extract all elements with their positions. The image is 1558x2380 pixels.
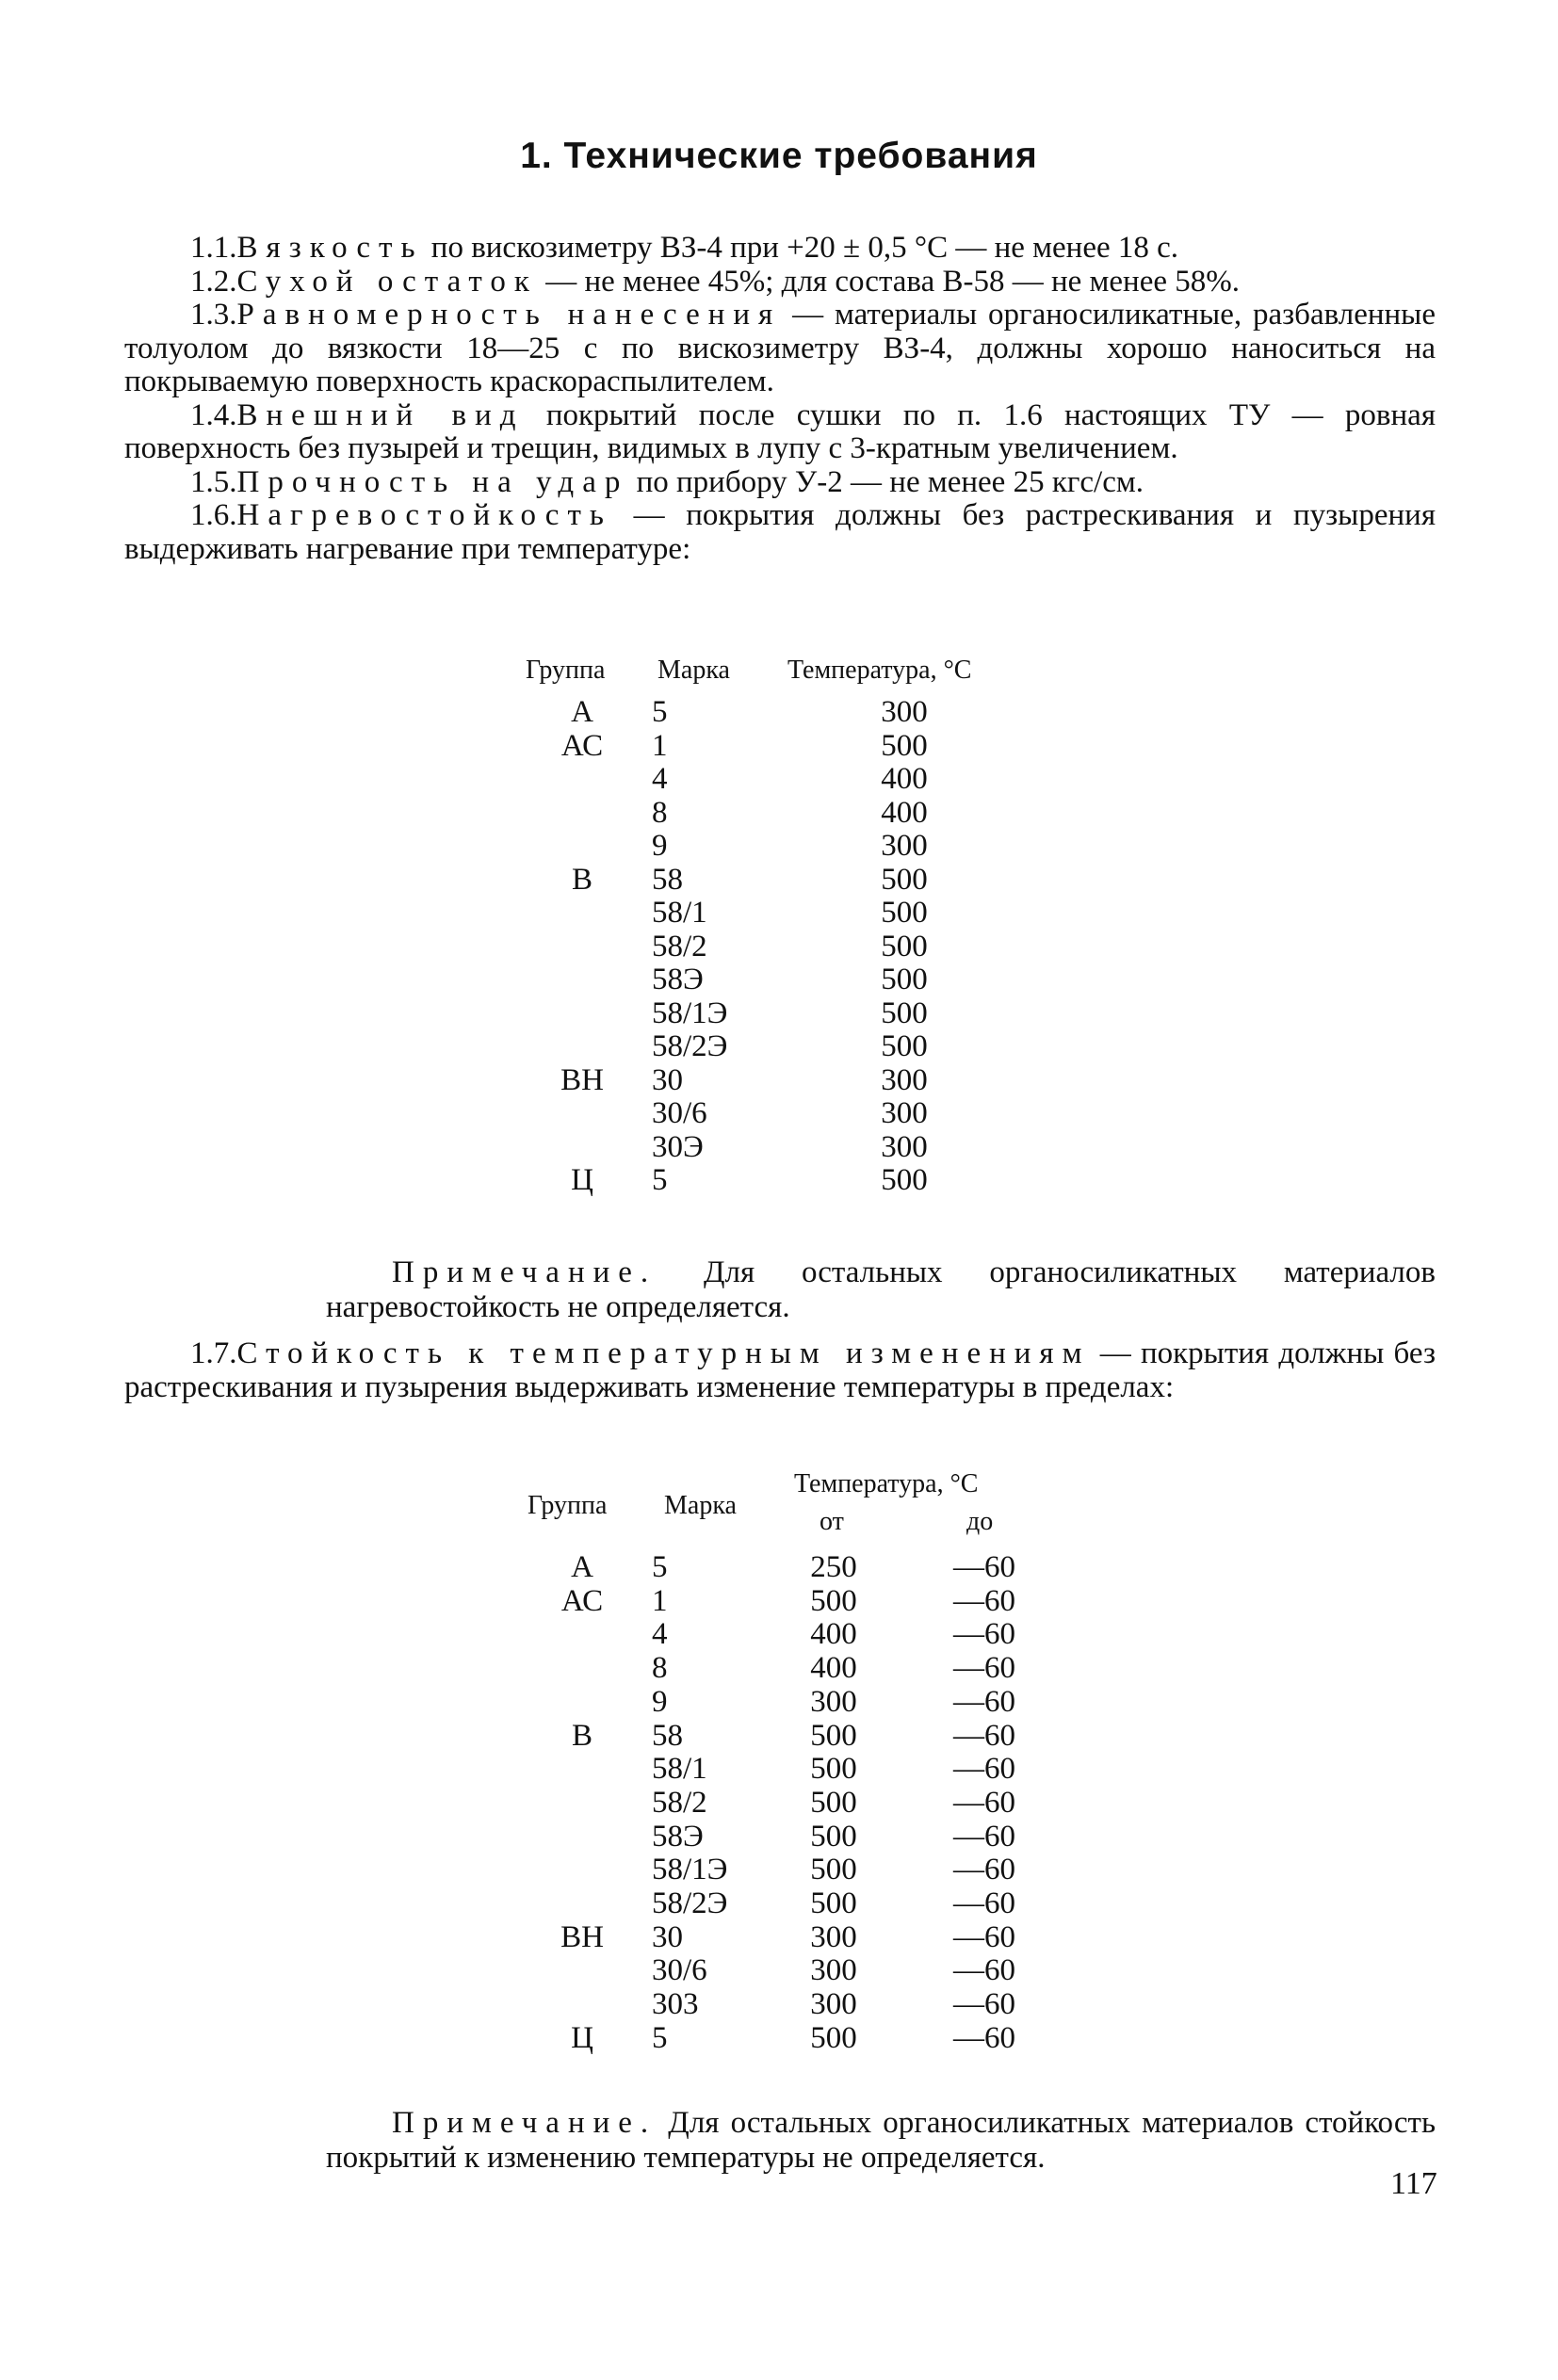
cell-temp-from: 500 — [810, 1583, 857, 1618]
cell-mark: 5 — [652, 1163, 668, 1197]
note-text: Для остальных органосиликатных материалов нагревостойкость не определяется. — [326, 1255, 1436, 1324]
cell-group: В — [571, 862, 592, 897]
cell-temp-to: —60 — [953, 1886, 1015, 1920]
table-header-group: Группа — [526, 656, 606, 685]
item-1-1 — [124, 232, 1436, 266]
item-1-2 — [124, 266, 1436, 300]
cell-mark: 4 — [652, 1617, 668, 1652]
item-term: Равномерность нанесения — [236, 298, 782, 332]
item-term: Нагревостойкость — [236, 498, 612, 532]
cell-temperature: 400 — [881, 795, 928, 830]
cell-temp-to: —60 — [953, 1953, 1015, 1988]
cell-mark: 58Э — [652, 963, 704, 996]
cell-temp-from: 500 — [810, 1853, 857, 1887]
cell-mark: 8 — [652, 1651, 668, 1686]
cell-group: А — [571, 695, 593, 729]
item-number: 1.2. — [190, 264, 237, 299]
cell-mark: 30 — [652, 1062, 683, 1097]
cell-mark: 30/6 — [652, 1953, 707, 1988]
section-title: 1. Технические требования — [520, 136, 1038, 176]
cell-temp-from: 500 — [810, 1718, 857, 1753]
cell-temperature: 500 — [881, 1163, 928, 1197]
cell-temp-to: —60 — [953, 1785, 1015, 1820]
item-text: — покрытия должны без растрескивания и пузырения выдерживать нагревание при температуре: — [124, 498, 1436, 566]
page-number: 117 — [1390, 2166, 1437, 2201]
cell-mark: 1 — [652, 728, 668, 763]
cell-group: АС — [560, 1583, 604, 1618]
cell-temp-to: —60 — [953, 2020, 1015, 2055]
cell-group: ВН — [560, 1919, 604, 1954]
item-1-7-text — [124, 1337, 1436, 1404]
cell-mark: 5 — [652, 1550, 668, 1584]
cell-mark: 5 — [652, 695, 668, 729]
cell-temp-from: 500 — [810, 1785, 857, 1820]
cell-temp-to: —60 — [953, 1684, 1015, 1719]
cell-mark: 58/1 — [652, 896, 707, 930]
cell-group: А — [571, 1550, 593, 1584]
cell-temp-from: 300 — [810, 1684, 857, 1719]
cell-group: В — [571, 1718, 592, 1753]
item-term: Стойкость к температурным изменениям — [236, 1336, 1091, 1370]
cell-temperature: 300 — [881, 829, 928, 863]
item-term: Внешний вид — [236, 397, 525, 432]
item-text: покрытий после сушки по п. 1.6 настоящих ТУ — ровная поверхность без пузырей и трещин, видимых в лупу с 3-кратным увеличением. — [124, 397, 1436, 465]
cell-temperature: 500 — [881, 862, 928, 897]
cell-temp-to: —60 — [953, 1919, 1015, 1954]
item-1-3 — [124, 299, 1436, 399]
cell-mark: 30/6 — [652, 1096, 707, 1130]
cell-temp-from: 500 — [810, 2020, 857, 2055]
cell-temp-to: —60 — [953, 1819, 1015, 1854]
cell-mark: 58/2Э — [652, 1029, 728, 1063]
cell-temp-to: —60 — [953, 1651, 1015, 1686]
cell-temp-to: —60 — [953, 1617, 1015, 1652]
table-header-group: Группа — [527, 1491, 608, 1520]
note-label: Примечание. — [392, 1255, 657, 1289]
cell-temperature: 500 — [881, 1029, 928, 1063]
table-header-mark: Марка — [664, 1491, 737, 1520]
cell-mark: 58/2 — [652, 1785, 707, 1820]
cell-temperature: 300 — [881, 1096, 928, 1130]
cell-temp-to: —60 — [953, 1987, 1015, 2022]
item-text: — не менее 45%; для состава В-58 — не менее 58%. — [537, 264, 1240, 299]
note-label: Примечание. — [392, 2106, 657, 2140]
cell-mark: 58/1Э — [652, 996, 728, 1030]
item-text: — материалы органосиликатные, разбавленные толуолом до вязкости 18—25 с по вискозиметру ВЗ-4, должны хорошо наноситься на покрываемую поверхность краскораспылителем. — [124, 298, 1436, 398]
cell-group: Ц — [571, 2020, 593, 2055]
cell-mark: 30Э — [652, 1129, 704, 1164]
requirements-text — [124, 232, 1436, 566]
cell-temperature: 400 — [881, 762, 928, 796]
cell-mark: 58 — [652, 862, 683, 897]
item-text: по прибору У-2 — не менее 25 кгс/см. — [628, 464, 1144, 499]
note-text: Для остальных органосиликатных материалов стойкость покрытий к изменению температуры не определяется. — [326, 2106, 1436, 2175]
cell-mark: 5 — [652, 2020, 668, 2055]
item-1-4 — [124, 399, 1436, 466]
cell-temp-from: 250 — [810, 1550, 857, 1584]
cell-group: АС — [560, 728, 604, 763]
table-header-to: до — [966, 1507, 994, 1536]
heat-resistance-table — [0, 650, 1558, 1215]
cell-temperature: 500 — [881, 929, 928, 963]
cell-temp-to: —60 — [953, 1583, 1015, 1618]
cell-temp-to: —60 — [953, 1853, 1015, 1887]
item-number: 1.4. — [190, 397, 237, 432]
cell-temp-from: 300 — [810, 1953, 857, 1988]
item-number: 1.3. — [190, 298, 237, 332]
cell-temp-from: 500 — [810, 1752, 857, 1787]
cell-temperature: 500 — [881, 896, 928, 930]
cell-temp-to: —60 — [953, 1550, 1015, 1584]
note-2 — [326, 2106, 1436, 2176]
temperature-change-table — [0, 1465, 1558, 2077]
item-term: Вязкость — [236, 231, 424, 265]
note-1 — [326, 1255, 1436, 1325]
cell-temp-to: —60 — [953, 1752, 1015, 1787]
cell-temperature: 300 — [881, 1062, 928, 1097]
cell-mark: 58/1 — [652, 1752, 707, 1787]
cell-mark: 8 — [652, 795, 668, 830]
cell-temp-from: 400 — [810, 1651, 857, 1686]
cell-temperature: 300 — [881, 695, 928, 729]
table-header-temperature: Температура, °C — [787, 656, 972, 685]
table-header-mark: Марка — [657, 656, 730, 685]
table-header-from: от — [820, 1507, 844, 1536]
cell-temp-to: —60 — [953, 1718, 1015, 1753]
item-1-6 — [124, 499, 1436, 566]
cell-mark: 58/2 — [652, 929, 707, 963]
cell-temp-from: 300 — [810, 1919, 857, 1954]
cell-temperature: 500 — [881, 996, 928, 1030]
cell-mark: 4 — [652, 762, 668, 796]
item-text: по вискозиметру ВЗ-4 при +20 ± 0,5 °C — не менее 18 с. — [423, 231, 1179, 265]
table-header-temperature: Температура, °C — [794, 1469, 979, 1498]
item-text: — покрытия должны без растрескивания и пузырения выдерживать изменение температуры в пределах: — [124, 1336, 1436, 1404]
cell-mark: 303 — [652, 1987, 699, 2022]
cell-mark: 9 — [652, 829, 668, 863]
cell-mark: 1 — [652, 1583, 668, 1618]
cell-mark: 58/2Э — [652, 1886, 728, 1920]
cell-group: Ц — [571, 1163, 593, 1197]
item-1-5 — [124, 466, 1436, 500]
cell-mark: 30 — [652, 1919, 683, 1954]
cell-temperature: 500 — [881, 963, 928, 996]
cell-mark: 58Э — [652, 1819, 704, 1854]
item-1-7 — [124, 1337, 1436, 1404]
item-term: Прочность на удар — [236, 464, 629, 499]
cell-group: ВН — [560, 1062, 604, 1097]
cell-mark: 9 — [652, 1684, 668, 1719]
cell-temp-from: 300 — [810, 1987, 857, 2022]
cell-temperature: 300 — [881, 1129, 928, 1164]
item-number: 1.1. — [190, 231, 237, 265]
item-number: 1.6. — [190, 498, 237, 532]
cell-temp-from: 500 — [810, 1819, 857, 1854]
cell-temp-from: 400 — [810, 1617, 857, 1652]
item-number: 1.5. — [190, 464, 237, 499]
cell-temp-from: 500 — [810, 1886, 857, 1920]
cell-temperature: 500 — [881, 728, 928, 763]
cell-mark: 58/1Э — [652, 1853, 728, 1887]
cell-mark: 58 — [652, 1718, 683, 1753]
item-number: 1.7. — [190, 1336, 237, 1370]
item-term: Сухой остаток — [236, 264, 538, 299]
